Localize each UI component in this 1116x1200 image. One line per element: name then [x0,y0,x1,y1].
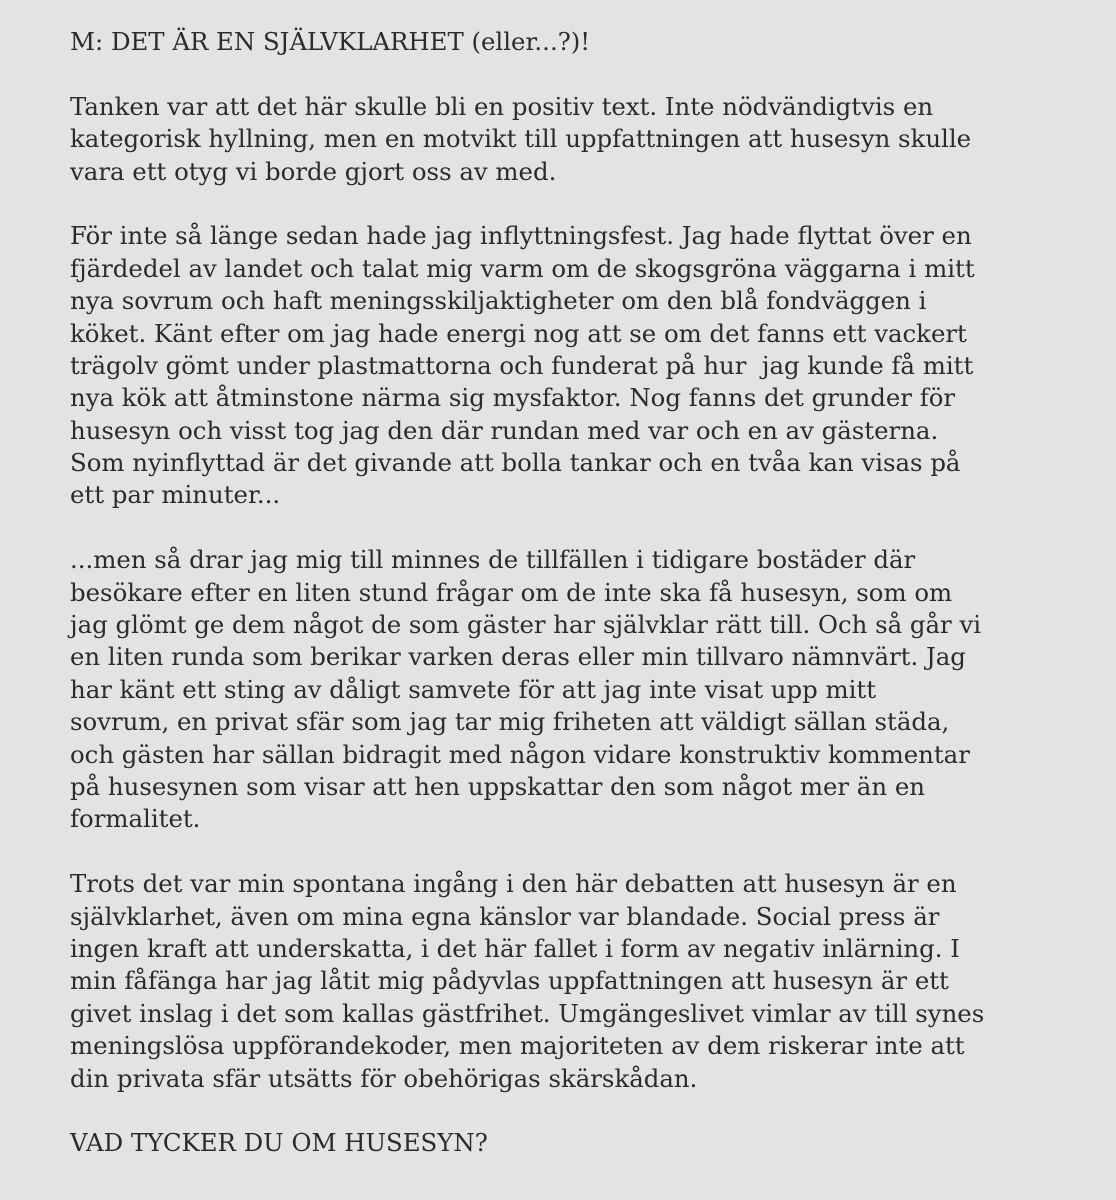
text-line: har känt ett sting av dåligt samvete för att jag inte visat upp mitt [70,674,877,704]
text-line: meningslösa uppförandekoder, men majoriteten av dem riskerar inte att [70,1031,965,1061]
text-line: självklarhet, även om mina egna känslor var blandade. Social press är [70,901,940,931]
text-line: nya kök att åtminstone närma sig mysfaktor. Nog fanns det grunder för [70,383,956,413]
text-line: För inte så länge sedan hade jag inflyttningsfest. Jag hade flyttat över en [70,221,972,251]
text-line: Tanken var att det här skulle bli en positiv text. Inte nödvändigtvis en [70,91,934,121]
text-line: sovrum, en privat sfär som jag tar mig friheten att väldigt sällan städa, [70,707,950,737]
text-line: Trots det var min spontana ingång i den här debatten att husesyn är en [70,869,957,899]
text-line: givet inslag i det som kallas gästfrihet. Umgängeslivet vimlar av till synes [70,998,985,1028]
text-line: min fåfänga har jag låtit mig pådyvlas uppfattningen att husesyn är ett [70,966,949,996]
text-line: besökare efter en liten stund frågar om de inte ska få husesyn, som om [70,577,953,607]
text-line: husesyn och visst tog jag den där rundan med var och en av gästerna. [70,415,939,445]
paragraph-housewarming [70,220,1076,512]
text-line: ett par minuter... [70,480,281,510]
text-line: nya sovrum och haft meningsskiljaktigheter om den blå fondväggen i [70,286,927,316]
text-line: kategorisk hyllning, men en motvikt till uppfattningen att husesyn skulle [70,124,972,154]
paragraph-memories [70,544,1076,836]
text-line: på husesynen som visar att hen uppskattar den som något mer än en [70,771,925,801]
text-line: jag glömt ge dem något de som gäster har självklar rätt till. Och så går vi [70,610,982,640]
text-line: din privata sfär utsätts för obehörigas skärskådan. [70,1063,698,1093]
text-line: ingen kraft att underskatta, i det här fallet i form av negativ inlärning. I [70,933,960,963]
text-line: vara ett otyg vi borde gjort oss av med. [70,156,557,186]
paragraph-intro [70,91,1076,188]
text-line: fjärdedel av landet och talat mig varm om de skogsgröna väggarna i mitt [70,253,975,283]
text-line: ...men så drar jag mig till minnes de tillfällen i tidigare bostäder där [70,545,916,575]
text-line: Som nyinflyttad är det givande att bolla tankar och en tvåa kan visas på [70,448,961,478]
paragraph-conclusion [70,868,1076,1095]
text-line: och gästen har sällan bidragit med någon vidare konstruktiv kommentar [70,739,970,769]
text-line: trägolv gömt under plastmattorna och funderat på hur jag kunde få mitt [70,350,974,380]
text-line: en liten runda som berikar varken deras eller min tillvaro nämnvärt. Jag [70,642,966,672]
article-heading: M: DET ÄR EN SJÄLVKLARHET (eller...?)! [70,27,591,56]
closing-question: VAD TYCKER DU OM HUSESYN? [70,1128,488,1158]
text-line: formalitet. [70,804,201,834]
text-line: köket. Känt efter om jag hade energi nog att se om det fanns ett vackert [70,318,967,348]
